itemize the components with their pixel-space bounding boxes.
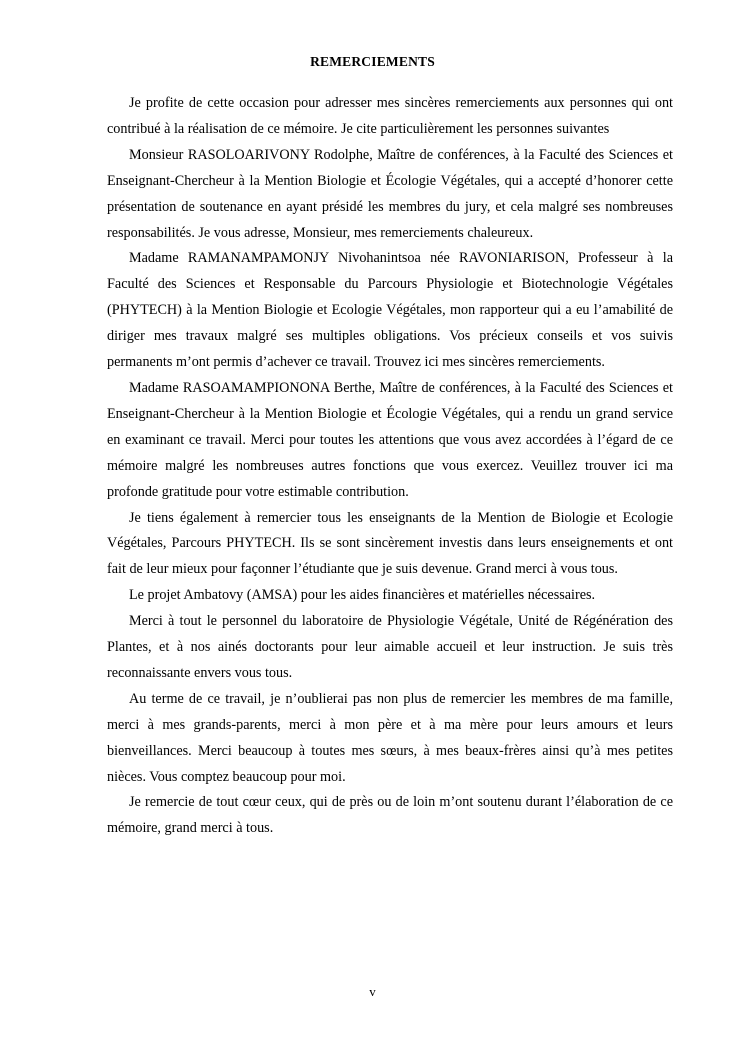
paragraph-sponsor: Le projet Ambatovy (AMSA) pour les aides financières et matérielles nécessaires. <box>129 587 596 604</box>
paragraph-president: Monsieur RASOLOARIVONY Rodolphe, Maître de conférences, à la Faculté des Sciences et Enseignant-Chercheur à la Mention Biologie et Écologie Végétales, qui a accepté d’honorer cette présentation de soutenance en ayant présidé les membres du jury, et cela malgré ses nombreuses responsabilités. Je vous adresse, Monsieur, mes remerciements chaleureux. <box>107 146 673 241</box>
page-number: v <box>369 984 376 999</box>
page-title: REMERCIEMENTS <box>310 54 435 69</box>
paragraph-supervisor: Madame RAMANAMPAMONJY Nivohanintsoa née RAVONIARISON, Professeur à la Faculté des Sciences et Responsable du Parcours Physiologie et Biotechnologie Végétales (PHYTECH) à la Mention Biologie et Ecologie Végétales, mon rapporteur qui a eu l’amabilité de diriger mes travaux malgré ses multiples obligations. Vos précieux conseils et vos suivis permanents m’ont permis d’achever ce travail. Trouvez ici mes sincères remerciements. <box>107 250 673 371</box>
paragraph-examiner: Madame RASOAMAMPIONONA Berthe, Maître de conférences, à la Faculté des Sciences et Enseignant-Chercheur à la Mention Biologie et Écologie Végétales, qui a rendu un grand service en examinant ce travail. Merci pour toutes les attentions que vous avez accordées à l’égard de ce mémoire malgré les nombreuses autres fonctions que vous exercez. Veuillez trouver ici ma profonde gratitude pour votre estimable contribution. <box>107 379 673 500</box>
acknowledgements-body <box>107 91 673 842</box>
paragraph-family: Au terme de ce travail, je n’oublierai pas non plus de remercier les membres de ma famille, merci à mes grands-parents, merci à mon père et à ma mère pour leurs amours et leurs bienveillances. Merci beaucoup à toutes mes sœurs, à mes beaux-frères ainsi qu’à mes petites nièces. Vous comptez beaucoup pour moi. <box>107 690 673 785</box>
paragraph-teachers: Je tiens également à remercier tous les enseignants de la Mention de Biologie et Ecologie Végétales, Parcours PHYTECH. Ils se sont sincèrement investis dans leurs enseignements et ont fait de leur mieux pour façonner l’étudiante que je suis devenue. Grand merci à vous tous. <box>107 509 673 578</box>
paragraph-intro: Je profite de cette occasion pour adresser mes sincères remerciements aux personnes qui ont contribué à la réalisation de ce mémoire. Je cite particulièrement les personnes suivantes <box>107 95 673 137</box>
paragraph-laboratory: Merci à tout le personnel du laboratoire de Physiologie Végétale, Unité de Régénération des Plantes, et à nos ainés doctorants pour leur aimable accueil et leur instruction. Je suis très reconnaissante envers vous tous. <box>107 613 673 681</box>
paragraph-closing: Je remercie de tout cœur ceux, qui de près ou de loin m’ont soutenu durant l’élaboration de ce mémoire, grand merci à tous. <box>107 794 673 837</box>
